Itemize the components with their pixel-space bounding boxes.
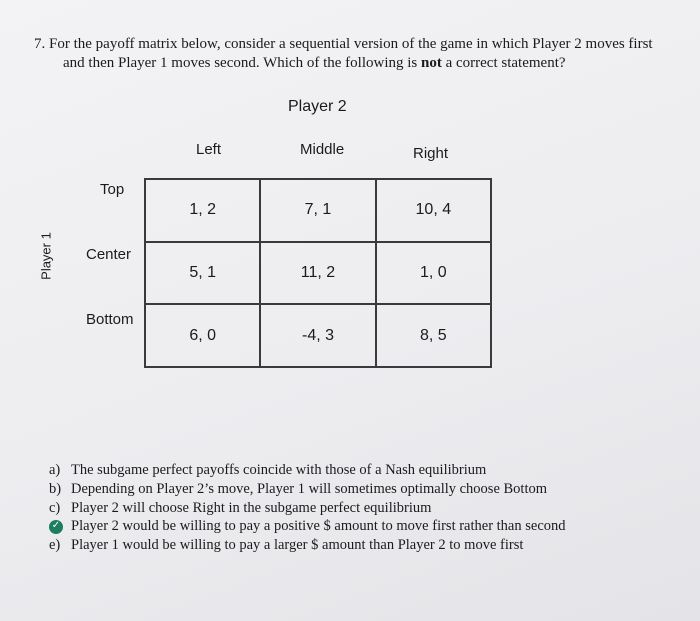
selected-answer-marker-icon: ✓ <box>49 520 63 534</box>
answer-text-a: The subgame perfect payoffs coincide with those of a Nash equilibrium <box>71 462 487 478</box>
answer-text-b: Depending on Player 2’s move, Player 1 will sometimes optimally choose Bottom <box>71 480 548 497</box>
answer-option-d[interactable] <box>49 517 566 536</box>
matrix-row-bottom <box>145 304 491 367</box>
payoff-cell-center-right: 1, 0 <box>376 242 491 305</box>
row-header-center: Center <box>86 246 132 263</box>
answer-letter-a: a) <box>49 462 61 478</box>
column-header-left: Left <box>196 141 222 158</box>
question-line-2 <box>63 55 566 72</box>
answer-text-e: Player 1 would be willing to pay a larger $ amount than Player 2 to move first <box>71 537 524 554</box>
column-player-label: Player 2 <box>288 98 347 115</box>
answer-letter-b: b) <box>49 480 62 497</box>
question-text-1: 7. For the payoff matrix below, consider a sequential version of the game in which Player 2 moves first <box>34 36 653 52</box>
column-header-right: Right <box>413 145 449 162</box>
payoff-cell-top-right: 10, 4 <box>376 179 491 242</box>
answer-option-b[interactable] <box>49 480 566 499</box>
payoff-cell-bottom-left: 6, 0 <box>145 304 260 367</box>
question-emphasis-not: not <box>421 55 442 71</box>
question-text-2a: and then Player 1 moves second. Which of the following is <box>63 55 421 71</box>
column-header-middle: Middle <box>300 141 345 158</box>
payoff-cell-bottom-right: 8, 5 <box>376 304 491 367</box>
row-header-top: Top <box>100 181 125 198</box>
row-header-bottom: Bottom <box>86 311 134 328</box>
answer-text-c: Player 2 will choose Right in the subgame perfect equilibrium <box>71 499 432 516</box>
matrix-row-center <box>145 242 491 305</box>
answer-option-c[interactable] <box>49 499 566 518</box>
payoff-cell-top-middle: 7, 1 <box>260 179 375 242</box>
answer-option-e[interactable] <box>49 536 566 555</box>
answer-text-d: Player 2 would be willing to pay a positive $ amount to move first rather than second <box>71 518 566 535</box>
payoff-cell-center-left: 5, 1 <box>145 242 260 305</box>
question-line-1 <box>34 36 653 53</box>
answer-option-a[interactable] <box>49 461 566 480</box>
question-text-2b: a correct statement? <box>441 55 566 71</box>
payoff-cell-bottom-middle: -4, 3 <box>260 304 375 367</box>
payoff-cell-top-left: 1, 2 <box>145 179 260 242</box>
answer-choices <box>49 461 566 555</box>
payoff-matrix <box>144 178 492 368</box>
payoff-cell-center-middle: 11, 2 <box>260 242 375 305</box>
matrix-row-top <box>145 179 491 242</box>
answer-letter-c: c) <box>49 499 61 516</box>
row-player-label: Player 1 <box>38 232 54 280</box>
answer-letter-e: e) <box>49 537 61 554</box>
